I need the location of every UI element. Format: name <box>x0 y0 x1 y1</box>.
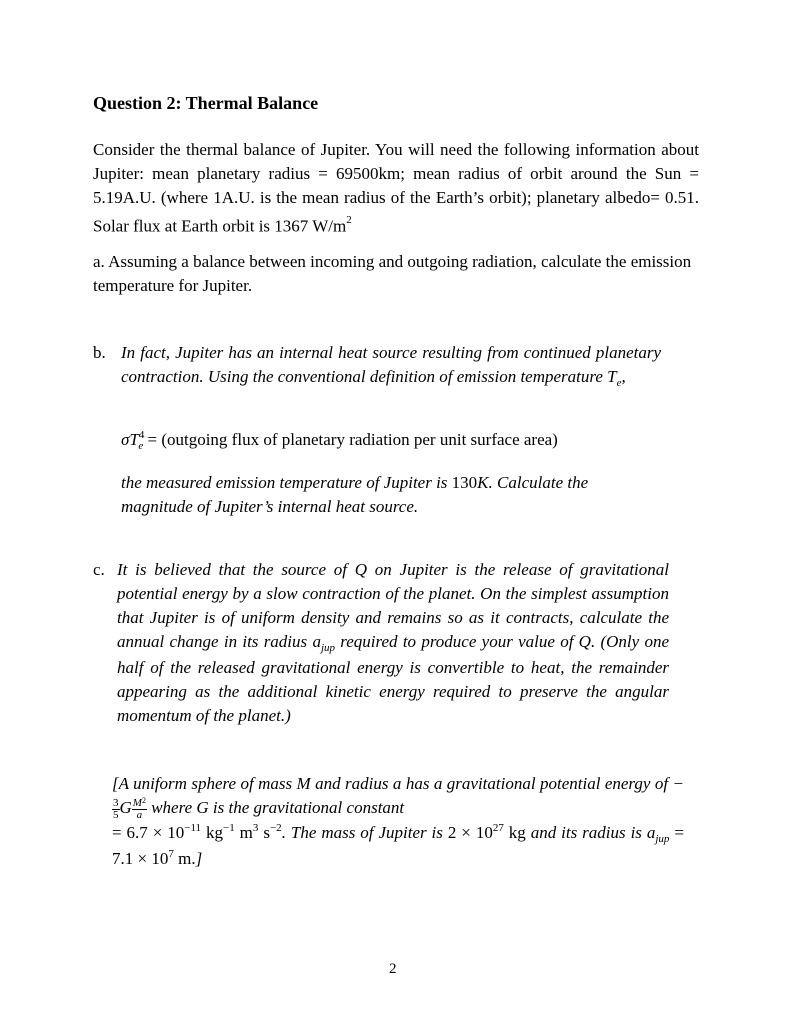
intro-text: Consider the thermal balance of Jupiter. You will need the following information about Jupiter: mean planetary radius = 69500km; mean radius of orbit around the Sun = 5.19A.U. (where 1A.U. is the mean radius of the Earth’s orbit); planetary albedo= 0.51. Solar flux at Earth orbit is 1367 W/m <box>93 140 699 236</box>
part-b-measured <box>121 471 661 519</box>
hint-lead: [A uniform sphere of mass M and radius a has a gravitational potential energy of − <box>112 774 684 793</box>
eq-subscript: e <box>138 440 144 452</box>
ajup-symbol: a <box>312 632 321 651</box>
hint-grav-const: where G is the gravitational constant <box>146 798 405 817</box>
m2-over-a-fraction <box>132 795 147 821</box>
te-subscript: e <box>616 377 622 389</box>
part-a-paragraph: a. Assuming a balance between incoming and outgoing radiation, calculate the emission temperature for Jupiter. <box>93 252 692 295</box>
part-c-text <box>117 558 669 728</box>
g-value-exponent: −11 <box>184 821 202 834</box>
intro-paragraph <box>93 138 699 239</box>
measured-pre: the measured emission temperature of Jupiter is <box>121 473 452 492</box>
part-b-text <box>121 341 661 391</box>
part-c-label: c. <box>93 560 105 579</box>
mass-unit: kg <box>503 822 526 842</box>
measured-unit: K <box>477 473 489 492</box>
unit-kg: kg <box>201 822 224 842</box>
radius-symbol: a <box>646 822 656 842</box>
eq-rhs: = (outgoing flux of planetary radiation per unit surface area) <box>143 430 558 449</box>
m-symbol: M <box>132 796 142 809</box>
emission-equation <box>121 428 558 454</box>
intro-unit-exponent: 2 <box>346 214 352 226</box>
hint-paragraph <box>112 772 684 873</box>
radius-unit: m. <box>173 848 196 868</box>
part-b-label: b. <box>93 343 106 362</box>
unit-m-exponent: 3 <box>252 821 259 834</box>
unit-kg-exponent: −1 <box>223 821 235 834</box>
radius-exponent: 7 <box>168 847 174 860</box>
unit-s-exponent: −2 <box>269 821 282 834</box>
fraction-numerator: 3 <box>113 796 119 809</box>
te-symbol: T <box>607 367 617 386</box>
unit-s: s <box>258 822 270 842</box>
three-fifths-fraction <box>112 798 120 821</box>
hint-mass-lead: . The mass of Jupiter is <box>281 822 448 842</box>
m-exponent: 2 <box>141 795 146 805</box>
part-b-lead: In fact, Jupiter has an internal heat source resulting from continued planetary contraction. Using the conventional definition of emission temperature <box>121 343 661 386</box>
ajup-subscript: jup <box>320 642 335 654</box>
eq-sigma-t: σT <box>121 430 139 449</box>
radius-subscript: jup <box>655 832 670 845</box>
hint-radius-lead: and its radius is <box>525 822 647 842</box>
part-c-rest: required to produce your value of Q. (Only one half of the released gravitational energy is convertible to heat, the remainder appearing as the additional kinetic energy required to preserve the angular momentum of the planet.) <box>117 632 670 725</box>
radius-value: = 7.1 × 10 <box>112 822 684 868</box>
measured-value: 130 <box>451 473 478 492</box>
te-trail: , <box>621 367 626 386</box>
page-number: 2 <box>389 961 397 977</box>
unit-m: m <box>234 822 253 842</box>
fraction-denominator: 5 <box>113 808 119 821</box>
question-title: Question 2: Thermal Balance <box>93 93 319 113</box>
g-value: = 6.7 × 10 <box>112 822 185 842</box>
a-denominator: a <box>136 808 143 821</box>
measured-post: . Calculate the magnitude of Jupiter’s internal heat source. <box>121 473 589 516</box>
mass-exponent: 27 <box>492 821 504 834</box>
eq-exponent: 4 <box>138 429 145 441</box>
m2-numerator <box>132 795 147 810</box>
part-c-lead: It is believed that the source of Q on Jupiter is the release of gravitational potential energy by a slow contraction of the planet. On the simplest assumption that Jupiter is of uniform density and remains so as it contracts, calculate the annual change in its radius <box>117 560 669 651</box>
mass-value: 2 × 10 <box>447 822 493 842</box>
g-symbol: G <box>119 798 132 817</box>
hint-close: ] <box>195 848 203 868</box>
